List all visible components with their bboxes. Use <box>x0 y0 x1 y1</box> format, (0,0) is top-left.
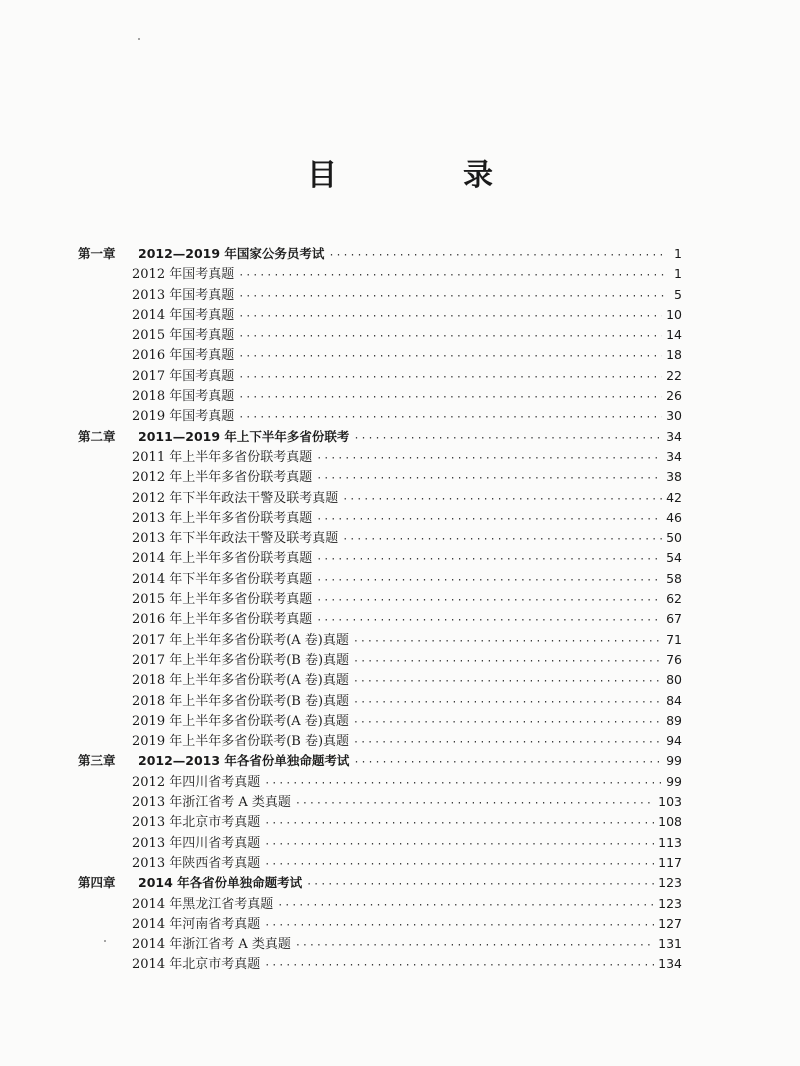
toc-item-row[interactable] <box>78 386 682 406</box>
page-number: 10 <box>666 306 682 322</box>
toc-item-row[interactable] <box>78 467 682 487</box>
page-number: 67 <box>666 611 682 627</box>
dot-leader <box>238 408 662 428</box>
item-title: 2015 年国考真题 <box>132 328 235 344</box>
scan-speck <box>138 38 140 40</box>
item-title: 2013 年上半年多省份联考真题 <box>132 510 313 526</box>
page-number: 46 <box>666 509 682 525</box>
dot-leader <box>316 571 662 591</box>
toc-item-row[interactable] <box>78 528 682 548</box>
page-number: 26 <box>666 388 682 404</box>
page-number: 99 <box>666 773 682 789</box>
toc-item-row[interactable] <box>78 264 682 284</box>
dot-leader <box>353 713 662 733</box>
dot-leader <box>353 733 662 753</box>
dot-leader <box>264 835 654 855</box>
dot-leader <box>316 469 662 489</box>
page-number: 42 <box>666 489 682 505</box>
item-title: 2017 年上半年多省份联考(B 卷)真题 <box>132 652 350 668</box>
page-number: 127 <box>658 915 682 931</box>
page-number: 38 <box>666 469 682 485</box>
item-title: 2013 年国考真题 <box>132 287 235 303</box>
toc-item-row[interactable] <box>78 569 682 589</box>
page-number: 123 <box>658 895 682 911</box>
dot-leader <box>238 327 662 347</box>
dot-leader <box>342 490 662 510</box>
item-title: 2014 年上半年多省份联考真题 <box>132 551 313 567</box>
dot-leader <box>316 611 662 631</box>
page-number: 89 <box>666 712 682 728</box>
chapter-number: 第二章 <box>78 428 116 444</box>
toc-item-row[interactable] <box>78 954 682 974</box>
dot-leader <box>353 672 662 692</box>
page-title: 目 录 <box>307 158 541 193</box>
item-title: 2015 年上半年多省份联考真题 <box>132 592 313 608</box>
page-number: 22 <box>666 367 682 383</box>
page-number: 58 <box>666 570 682 586</box>
item-title: 2014 年下半年多省份联考真题 <box>132 571 313 587</box>
toc-item-row[interactable] <box>78 305 682 325</box>
item-title: 2012 年下半年政法干警及联考真题 <box>132 490 339 506</box>
dot-leader <box>306 875 654 895</box>
table-of-contents <box>78 244 682 975</box>
dot-leader <box>238 347 662 367</box>
toc-item-row[interactable] <box>78 670 682 690</box>
dot-leader <box>238 368 662 388</box>
page-number: 103 <box>658 794 682 810</box>
item-title: 2013 年陕西省考真题 <box>132 855 261 871</box>
toc-item-row[interactable] <box>78 731 682 751</box>
dot-leader <box>295 794 654 814</box>
dot-leader <box>264 956 654 976</box>
dot-leader <box>238 388 662 408</box>
toc-item-row[interactable] <box>78 589 682 609</box>
toc-item-row[interactable] <box>78 934 682 954</box>
page-number: 99 <box>666 753 682 769</box>
page-number: 113 <box>658 834 682 850</box>
item-title: 2012 年四川省考真题 <box>132 774 261 790</box>
dot-leader <box>264 855 654 875</box>
item-title: 2012 年国考真题 <box>132 267 235 283</box>
chapter-number: 第四章 <box>78 875 116 891</box>
dot-leader <box>353 693 662 713</box>
page-number: 84 <box>666 692 682 708</box>
dot-leader <box>316 550 662 570</box>
dot-leader <box>328 246 664 266</box>
dot-leader <box>353 632 662 652</box>
toc-item-row[interactable] <box>78 609 682 629</box>
item-title: 2019 年上半年多省份联考(B 卷)真题 <box>132 734 350 750</box>
item-title: 2019 年国考真题 <box>132 409 235 425</box>
page-number: 1 <box>674 266 682 282</box>
item-title: 2017 年国考真题 <box>132 368 235 384</box>
item-title: 2014 年河南省考真题 <box>132 916 261 932</box>
page-number: 5 <box>674 286 682 302</box>
dot-leader <box>277 896 654 916</box>
toc-item-row[interactable] <box>78 914 682 934</box>
dot-leader <box>342 530 662 550</box>
dot-leader <box>264 916 654 936</box>
toc-chapter-row[interactable] <box>78 873 682 893</box>
page-number: 30 <box>666 408 682 424</box>
toc-item-row[interactable] <box>78 853 682 873</box>
item-title: 2011 年上半年多省份联考真题 <box>132 449 313 465</box>
item-title: 2018 年上半年多省份联考(A 卷)真题 <box>132 673 349 689</box>
toc-item-row[interactable] <box>78 630 682 650</box>
page-number: 34 <box>666 448 682 464</box>
toc-item-row[interactable] <box>78 548 682 568</box>
item-title: 2019 年上半年多省份联考(A 卷)真题 <box>132 713 349 729</box>
page-number: 108 <box>658 814 682 830</box>
item-title: 2014 年北京市考真题 <box>132 957 261 973</box>
page-number: 34 <box>666 428 682 444</box>
toc-item-row[interactable] <box>78 508 682 528</box>
page-number: 1 <box>674 246 682 261</box>
dot-leader <box>238 266 664 286</box>
dot-leader <box>264 774 662 794</box>
dot-leader <box>238 287 664 307</box>
toc-item-row[interactable] <box>78 325 682 345</box>
dot-leader <box>316 449 662 469</box>
page-number: 131 <box>658 936 682 952</box>
item-title: 2013 年北京市考真题 <box>132 815 261 831</box>
toc-item-row[interactable] <box>78 345 682 365</box>
chapter-title: 2014 年各省份单独命题考试 <box>138 875 303 891</box>
toc-item-row[interactable] <box>78 285 682 305</box>
page-number: 117 <box>658 854 682 870</box>
dot-leader <box>316 510 662 530</box>
page-number: 71 <box>666 631 682 647</box>
page-number: 76 <box>666 651 682 667</box>
item-title: 2018 年国考真题 <box>132 389 235 405</box>
toc-item-row[interactable] <box>78 447 682 467</box>
toc-item-row[interactable] <box>78 488 682 508</box>
item-title: 2013 年下半年政法干警及联考真题 <box>132 531 339 547</box>
chapter-title: 2012—2013 年各省份单独命题考试 <box>138 753 350 769</box>
dot-leader <box>316 591 662 611</box>
item-title: 2017 年上半年多省份联考(A 卷)真题 <box>132 632 349 648</box>
toc-item-row[interactable] <box>78 894 682 914</box>
page-number: 80 <box>666 672 682 688</box>
toc-item-row[interactable] <box>78 691 682 711</box>
item-title: 2012 年上半年多省份联考真题 <box>132 470 313 486</box>
toc-item-row[interactable] <box>78 650 682 670</box>
item-title: 2016 年国考真题 <box>132 348 235 364</box>
toc-item-row[interactable] <box>78 406 682 426</box>
page-number: 50 <box>666 530 682 546</box>
dot-leader <box>295 936 654 956</box>
page-number: 62 <box>666 591 682 607</box>
chapter-title: 2012—2019 年国家公务员考试 <box>138 246 325 261</box>
chapter-number: 第三章 <box>78 753 116 769</box>
page-number: 14 <box>666 327 682 343</box>
toc-item-row[interactable] <box>78 833 682 853</box>
item-title: 2018 年上半年多省份联考(B 卷)真题 <box>132 693 350 709</box>
dot-leader <box>353 429 662 449</box>
item-title: 2014 年浙江省考 A 类真题 <box>132 937 291 953</box>
item-title: 2013 年四川省考真题 <box>132 835 261 851</box>
toc-item-row[interactable] <box>78 812 682 832</box>
toc-item-row[interactable] <box>78 772 682 792</box>
item-title: 2013 年浙江省考 A 类真题 <box>132 795 291 811</box>
toc-chapter-row[interactable] <box>78 751 682 771</box>
chapter-number: 第一章 <box>78 246 116 261</box>
dot-leader <box>238 307 662 327</box>
dot-leader <box>353 753 662 773</box>
toc-chapter-row[interactable] <box>78 427 682 447</box>
page-number: 18 <box>666 347 682 363</box>
toc-item-row[interactable] <box>78 366 682 386</box>
toc-chapter-row[interactable] <box>78 244 682 264</box>
dot-leader <box>353 652 662 672</box>
chapter-title: 2011—2019 年上下半年多省份联考 <box>138 428 350 444</box>
page-number: 123 <box>658 875 682 891</box>
item-title: 2016 年上半年多省份联考真题 <box>132 612 313 628</box>
page-number: 94 <box>666 733 682 749</box>
toc-item-row[interactable] <box>78 792 682 812</box>
toc-item-row[interactable] <box>78 711 682 731</box>
item-title: 2014 年国考真题 <box>132 307 235 323</box>
page-number: 134 <box>658 956 682 972</box>
scan-speck <box>104 940 106 942</box>
dot-leader <box>264 814 654 834</box>
item-title: 2014 年黑龙江省考真题 <box>132 896 274 912</box>
page-number: 54 <box>666 550 682 566</box>
